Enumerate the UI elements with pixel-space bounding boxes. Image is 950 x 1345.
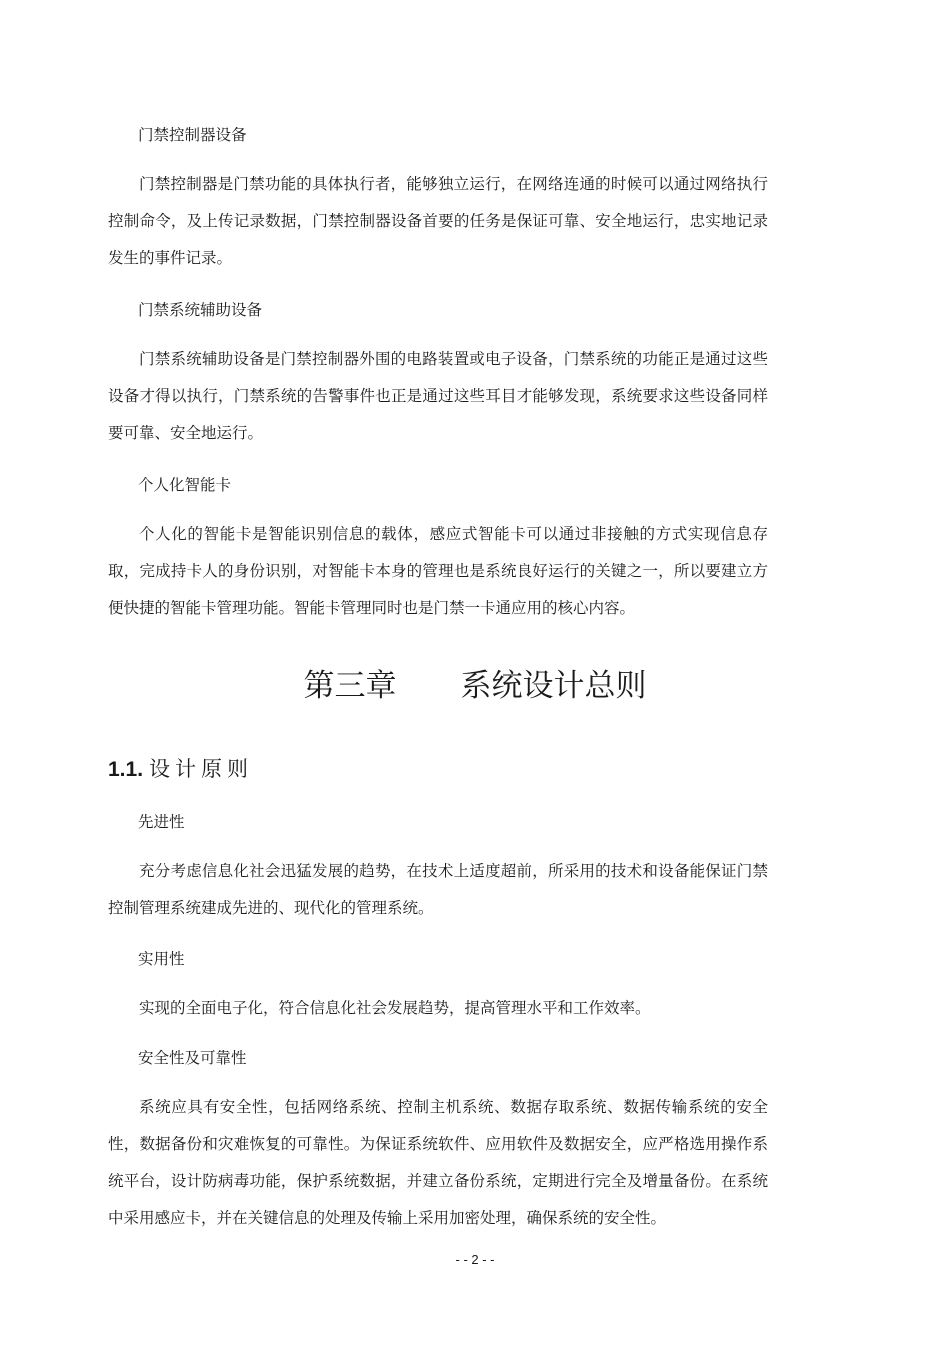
subheading-security: 安全性及可靠性 [138, 1049, 247, 1067]
subheading-controller-device: 门禁控制器设备 [138, 126, 247, 144]
subheading-practical: 实用性 [138, 950, 185, 968]
chapter-heading [0, 662, 950, 710]
subheading-advanced: 先进性 [138, 813, 185, 831]
paragraph-smart-card: 个人化的智能卡是智能识别信息的载体，感应式智能卡可以通过非接触的方式实现信息存取，完成持卡人的身份识别，对智能卡本身的管理也是系统良好运行的关键之一，所以要建立方便快捷的智能卡管理功能。智能卡管理同时也是门禁一卡通应用的核心内容。 [108, 525, 768, 617]
section-number: 1.1. [108, 758, 144, 781]
paragraph-advanced: 充分考虑信息化社会迅猛发展的趋势，在技术上适度超前，所采用的技术和设备能保证门禁控制管理系统建成先进的、现代化的管理系统。 [108, 862, 768, 917]
chapter-title: 系统设计总则 [460, 668, 647, 704]
subheading-smart-card: 个人化智能卡 [138, 476, 232, 494]
subheading-auxiliary-device: 门禁系统辅助设备 [138, 301, 263, 319]
page-number: - - 2 - - [455, 1252, 495, 1267]
paragraph-security: 系统应具有安全性，包括网络系统、控制主机系统、数据存取系统、数据传输系统的安全性，数据备份和灾难恢复的可靠性。为保证系统软件、应用软件及数据安全，应严格选用操作系统平台，设计防病毒功能，保护系统数据，并建立备份系统，定期进行完全及增量备份。在系统中采用感应卡，并在关键信息的处理及传输上采用加密处理，确保系统的安全性。 [108, 1098, 768, 1227]
section-heading [108, 754, 253, 785]
paragraph-controller-device: 门禁控制器是门禁功能的具体执行者，能够独立运行，在网络连通的时候可以通过网络执行控制命令，及上传记录数据，门禁控制器设备首要的任务是保证可靠、安全地运行，忠实地记录发生的事件记录。 [108, 175, 768, 267]
paragraph-practical: 实现的全面电子化，符合信息化社会发展趋势，提高管理水平和工作效率。 [139, 999, 651, 1017]
section-title: 设计原则 [149, 757, 254, 781]
chapter-number: 第三章 [303, 668, 397, 704]
paragraph-auxiliary-device: 门禁系统辅助设备是门禁控制器外围的电路装置或电子设备，门禁系统的功能正是通过这些设备才得以执行，门禁系统的告警事件也正是通过这些耳目才能够发现，系统要求这些设备同样要可靠、安全地运行。 [108, 350, 768, 442]
